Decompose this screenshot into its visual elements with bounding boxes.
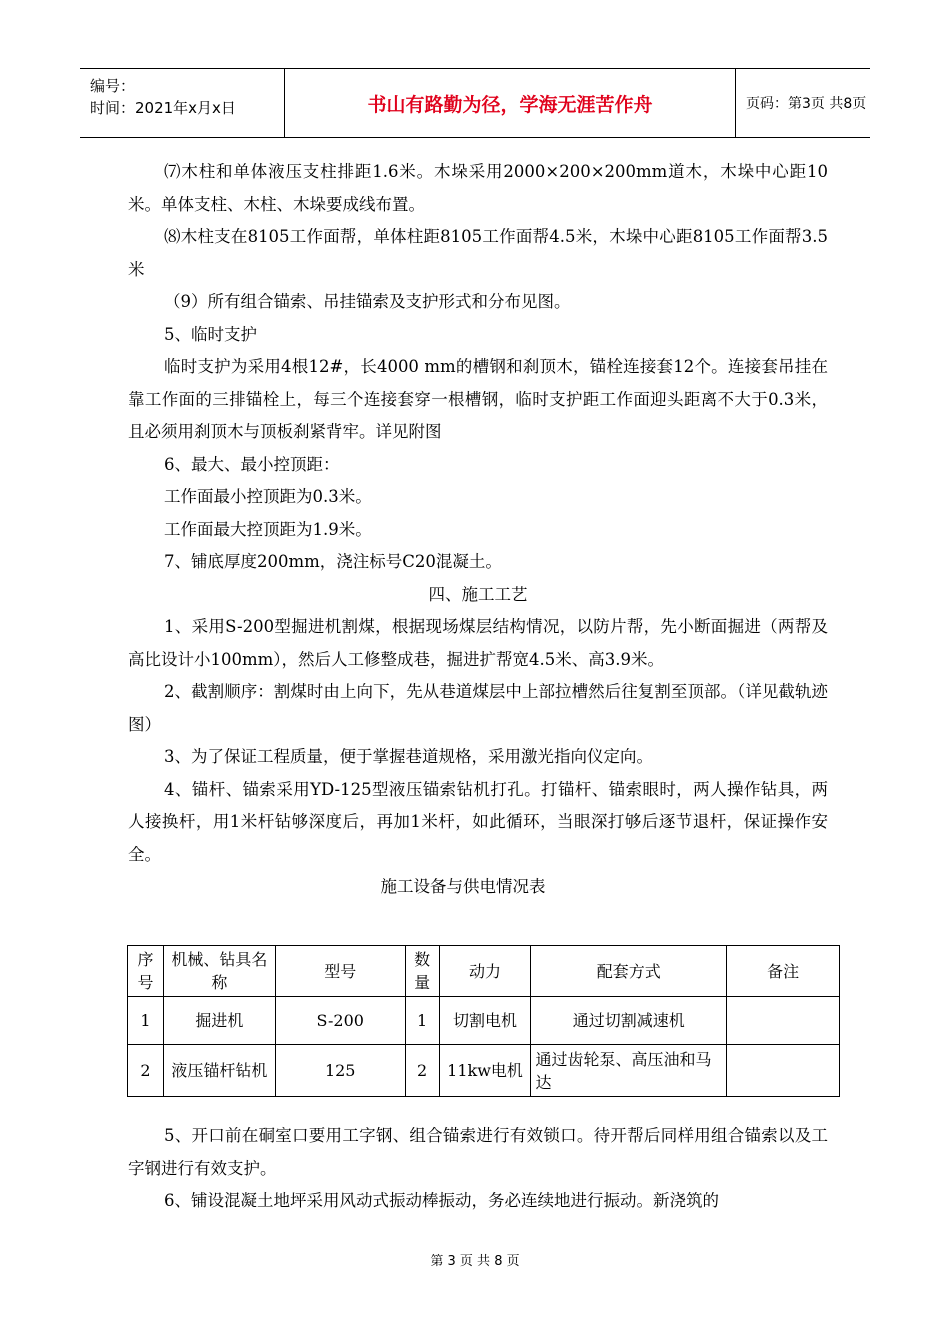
table-cell: 液压锚杆钻机	[163, 1045, 275, 1097]
table-header-row	[128, 946, 840, 997]
table-cell: 切割电机	[439, 997, 531, 1045]
document-body	[128, 156, 828, 904]
paragraph: 2、截割顺序：割煤时由上向下，先从巷道煤层中上部拉槽然后往复割至顶部。（详见截轨迹图）	[128, 682, 828, 734]
table-row	[128, 997, 840, 1045]
table-cell	[727, 1045, 840, 1097]
header-motto: 书山有路勤为径，学海无涯苦作舟	[284, 69, 736, 137]
table-title: 施工设备与供电情况表	[380, 877, 546, 896]
paragraph: ⑻木柱支在8105工作面帮，单体柱距8105工作面帮4.5米，木垛中心距8105工作面帮3.5米	[128, 227, 828, 279]
paragraph: 3、为了保证工程质量，便于掌握巷道规格，采用激光指向仪定向。	[164, 747, 653, 766]
header-page-label: 页码：第3页 共8页	[746, 96, 867, 112]
table-cell: 通过齿轮泵、高压油和马达	[531, 1045, 727, 1097]
table-cell: 通过切割减速机	[531, 997, 727, 1045]
paragraph: 1、采用S-200型掘进机割煤，根据现场煤层结构情况，以防片帮，先小断面掘进（两帮及高比设计小100mm），然后人工修整成巷，掘进扩帮宽4.5米、高3.9米。	[128, 617, 828, 669]
table-cell: 1	[405, 997, 439, 1045]
table-header-cell: 动力	[439, 946, 531, 997]
paragraph: 6、铺设混凝土地坪采用风动式振动棒振动，务必连续地进行振动。新浇筑的	[164, 1191, 719, 1210]
table-row	[128, 1045, 840, 1097]
subsection-heading: 5、临时支护	[164, 324, 257, 344]
paragraph: 5、开口前在硐室口要用工字钢、组合锚索进行有效锁口。待开帮后同样用组合锚索以及工字钢进行有效支护。	[128, 1126, 828, 1178]
table-cell: 1	[128, 997, 164, 1045]
paragraph: 工作面最大控顶距为1.9米。	[164, 519, 372, 539]
table-header-cell: 数量	[405, 946, 439, 997]
paragraph: （9）所有组合锚索、吊挂锚索及支护形式和分布见图。	[164, 292, 571, 311]
equipment-table	[127, 945, 840, 1097]
page-footer: 第 3 页 共 8 页	[430, 1254, 520, 1269]
subsection-heading: 6、最大、最小控顶距：	[164, 454, 340, 474]
table-header-cell: 序号	[128, 946, 164, 997]
paragraph: ⑺木柱和单体液压支柱排距1.6米。木垛采用2000×200×200mm道木，木垛中心距10米。单体支柱、木柱、木垛要成线布置。	[128, 162, 828, 214]
table-cell: 掘进机	[163, 997, 275, 1045]
table-header-cell: 型号	[275, 946, 405, 997]
table-cell: S-200	[275, 997, 405, 1045]
paragraph: 7、铺底厚度200mm，浇注标号C20混凝土。	[164, 552, 502, 571]
paragraph: 临时支护为采用4根12#，长4000 mm的槽钢和刹顶木，锚栓连接套12个。连接套吊挂在靠工作面的三排锚栓上，每三个连接套穿一根槽钢，临时支护距工作面迎头距离不大于0.3米，且必须用刹顶木与顶板刹紧背牢。详见附图	[128, 357, 828, 441]
section-title: 四、施工工艺	[428, 584, 528, 604]
table-cell: 11kw电机	[439, 1045, 531, 1097]
table-header-cell: 备注	[727, 946, 840, 997]
table-header-cell: 配套方式	[531, 946, 727, 997]
table-cell: 125	[275, 1045, 405, 1097]
page-header	[80, 68, 870, 138]
doc-code-label: 编号：	[90, 77, 136, 95]
table-cell: 2	[128, 1045, 164, 1097]
paragraph: 4、锚杆、锚索采用YD-125型液压锚索钻机打孔。打锚杆、锚索眼时，两人操作钻具，两人接换杆，用1米杆钻够深度后，再加1米杆，如此循环，当眼深打够后逐节退杆，保证操作安全。	[128, 779, 828, 864]
table-cell: 2	[405, 1045, 439, 1097]
document-body-continued	[128, 1120, 828, 1218]
header-meta	[90, 75, 280, 119]
table-header-cell: 机械、钻具名称	[163, 946, 275, 997]
table-cell	[727, 997, 840, 1045]
doc-time-label: 时间：2021年x月x日	[90, 99, 236, 117]
paragraph: 工作面最小控顶距为0.3米。	[164, 487, 372, 506]
